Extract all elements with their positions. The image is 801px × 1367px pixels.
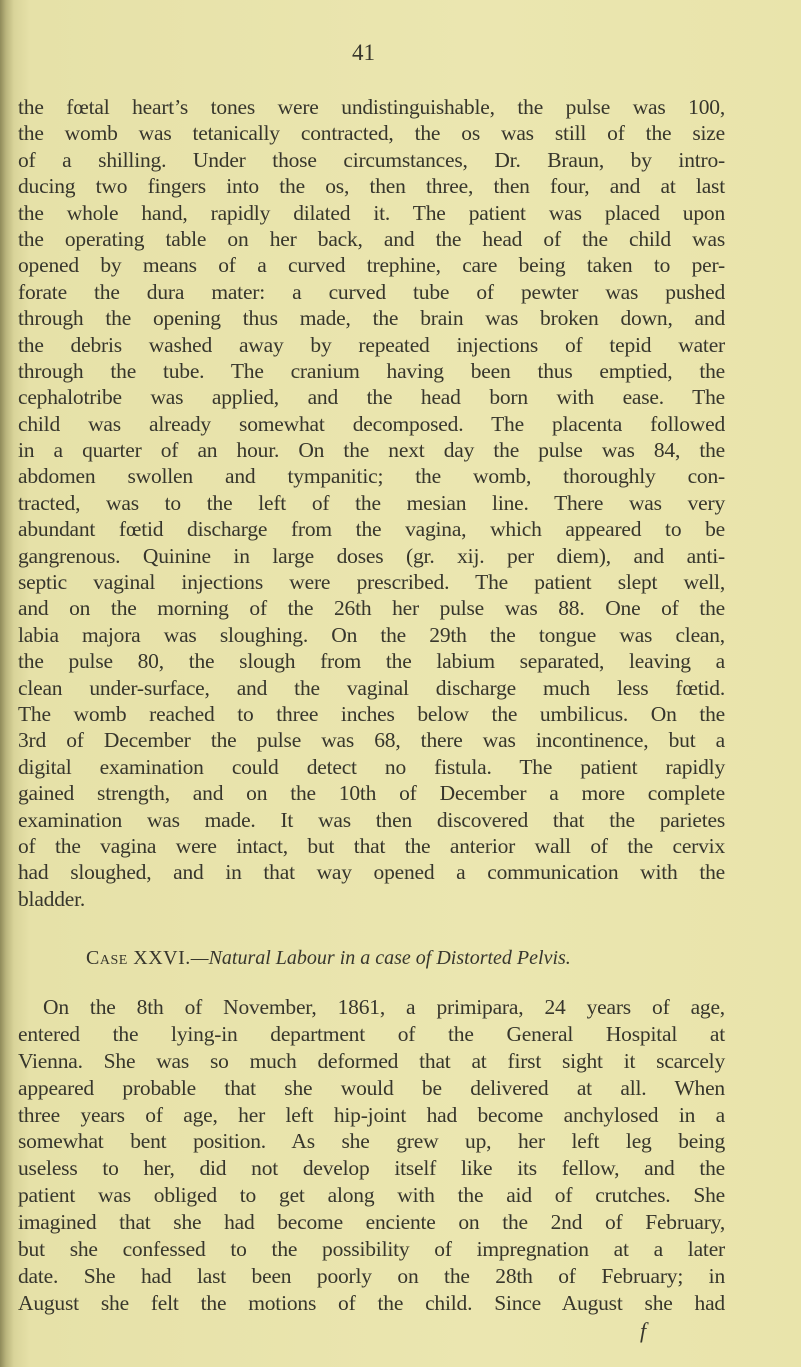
text-line: appeared probable that she would be delivered at all. When [18,1075,725,1100]
text-line: date. She had last been poorly on the 28th of February; in [18,1263,725,1288]
text-line: labia majora was sloughing. On the 29th the tongue was clean, [18,622,725,647]
text-line: digital examination could detect no fistula. The patient rapidly [18,754,725,779]
text-line: the operating table on her back, and the head of the child was [18,226,725,251]
text-line: in a quarter of an hour. On the next day the pulse was 84, the [18,438,725,463]
text-line: through the tube. The cranium having been thus emptied, the [18,358,725,383]
text-line: three years of age, her left hip-joint had become anchylosed in a [18,1102,725,1127]
text-line: opened by means of a curved trephine, care being taken to per- [18,253,725,278]
text-line: somewhat bent position. As she grew up, her left leg being [18,1129,725,1154]
text-line: had sloughed, and in that way opened a communication with the [18,860,725,885]
text-line: On the 8th of November, 1861, a primipara, 24 years of age, [43,995,725,1019]
text-line: August she felt the motions of the child. Since August she had [18,1290,725,1315]
text-line: cephalotribe was applied, and the head born with ease. The [18,385,725,410]
case-heading [86,947,571,970]
case-number: Case XXVI. [86,947,191,969]
text-line: abdomen swollen and tympanitic; the womb, thoroughly con- [18,464,725,489]
text-line: the debris washed away by repeated injections of tepid water [18,332,725,357]
text-line: entered the lying-in department of the General Hospital at [18,1021,725,1046]
signature-mark: f [640,1318,647,1343]
text-line: the fœtal heart’s tones were undistinguishable, the pulse was 100, [18,95,725,119]
text-line: septic vaginal injections were prescribed. The patient slept well, [18,570,725,595]
text-line: gangrenous. Quinine in large doses (gr. xij. per diem), and anti- [18,543,725,568]
text-line: gained strength, and on the 10th of December a more complete [18,781,725,806]
text-line: bladder. [18,886,86,911]
text-line: clean under-surface, and the vaginal discharge much less fœtid. [18,675,725,700]
text-line: imagined that she had become enciente on the 2nd of February, [18,1210,725,1235]
text-line: forate the dura mater: a curved tube of pewter was pushed [18,279,725,304]
text-line: the pulse 80, the slough from the labium separated, leaving a [18,649,725,674]
text-line: through the opening thus made, the brain was broken down, and [18,306,725,331]
text-line: tracted, was to the left of the mesian line. There was very [18,490,725,515]
text-line: of the vagina were intact, but that the anterior wall of the cervix [18,833,725,858]
text-line: useless to her, did not develop itself like its fellow, and the [18,1156,725,1181]
text-line: The womb reached to three inches below the umbilicus. On the [18,701,725,726]
text-line: and on the morning of the 26th her pulse was 88. One of the [18,596,725,621]
text-line: ducing two fingers into the os, then three, then four, and at last [18,174,725,199]
text-line: child was already somewhat decomposed. The placenta followed [18,411,725,436]
paragraph-case-xxv-continued [18,94,725,912]
text-line: patient was obliged to get along with the aid of crutches. She [18,1183,725,1208]
paragraph-case-xxvi [18,994,725,1317]
text-line: 3rd of December the pulse was 68, there was incontinence, but a [18,728,725,753]
text-line: abundant fœtid discharge from the vagina, which appeared to be [18,517,725,542]
text-line: of a shilling. Under those circumstances, Dr. Braun, by intro- [18,147,725,172]
page-number: 41 [352,40,375,65]
text-line: the womb was tetanically contracted, the os was still of the size [18,121,725,146]
text-line: the whole hand, rapidly dilated it. The patient was placed upon [18,200,725,225]
text-line: examination was made. It was then discovered that the parietes [18,807,725,832]
case-title: —Natural Labour in a case of Distorted Pelvis. [190,947,571,969]
text-line: but she confessed to the possibility of impregnation at a later [18,1237,725,1262]
text-line: Vienna. She was so much deformed that at first sight it scarcely [18,1048,725,1073]
